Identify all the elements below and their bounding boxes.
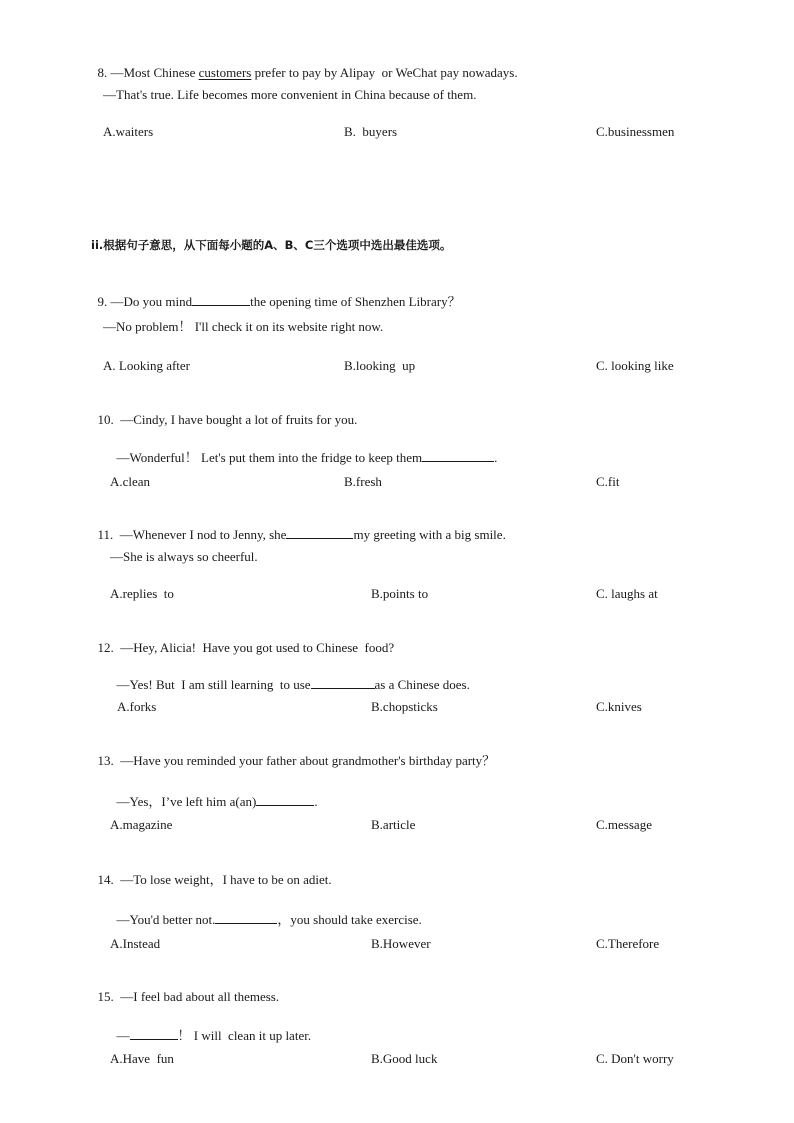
option-c[interactable]: C.fit: [596, 474, 620, 489]
question-number: 8.: [97, 65, 108, 80]
option-a[interactable]: A.magazine: [110, 817, 173, 832]
question-9-response: —No problem！ I'll check it on its website right now.: [103, 319, 384, 334]
option-a[interactable]: A.replies to: [110, 586, 174, 601]
question-8-prompt: 8. —Most Chinese customers prefer to pay by Alipay or WeChat pay nowadays.: [97, 65, 518, 80]
answer-blank[interactable]: [286, 527, 353, 539]
option-c[interactable]: C.message: [596, 817, 652, 832]
answer-blank[interactable]: [311, 677, 375, 689]
answer-blank[interactable]: [192, 294, 250, 306]
option-a[interactable]: A.Instead: [110, 936, 161, 951]
option-b[interactable]: B.points to: [371, 586, 429, 601]
option-b[interactable]: B.Good luck: [371, 1051, 438, 1066]
question-12-prompt: 12. —Hey, Alicia! Have you got used to Chinese food?: [97, 640, 395, 655]
answer-blank[interactable]: [130, 1028, 178, 1040]
option-c[interactable]: C. Don't worry: [596, 1051, 674, 1066]
option-a[interactable]: A.waiters: [103, 124, 154, 139]
question-13-prompt: 13. —Have you reminded your father about grandmother's birthday party？: [97, 753, 496, 768]
option-c[interactable]: C. looking like: [596, 358, 674, 373]
question-11-prompt: 11. —Whenever I nod to Jenny, she my greeting with a big smile.: [97, 527, 506, 542]
option-c[interactable]: C.knives: [596, 699, 642, 714]
question-number: 14.: [97, 872, 114, 887]
question-13-response: —Yes，I’ve left him a(an) .: [116, 794, 318, 809]
question-number: 11.: [97, 527, 114, 542]
option-a[interactable]: A.forks: [117, 699, 157, 714]
option-c[interactable]: C.businessmen: [596, 124, 675, 139]
question-14-prompt: 14. —To lose weight，I have to be on adiet.: [97, 872, 332, 887]
question-9-prompt: 9. —Do you mind the opening time of Shenzhen Library？: [97, 294, 461, 309]
option-c[interactable]: C. laughs at: [596, 586, 658, 601]
question-15-prompt: 15. —I feel bad about all themess.: [97, 989, 280, 1004]
question-12-response: —Yes! But I am still learning to use as a Chinese does.: [116, 677, 470, 692]
answer-blank[interactable]: [215, 912, 277, 924]
option-b[interactable]: B.chopsticks: [371, 699, 438, 714]
question-number: 12.: [97, 640, 114, 655]
option-a[interactable]: A.clean: [110, 474, 151, 489]
option-b[interactable]: B.article: [371, 817, 416, 832]
option-a[interactable]: A.Have fun: [110, 1051, 174, 1066]
option-c[interactable]: C.Therefore: [596, 936, 660, 951]
option-b[interactable]: B. buyers: [344, 124, 398, 139]
question-8-response: —That's true. Life becomes more convenient in China because of them.: [103, 87, 477, 102]
question-15-response: — ！ I will clean it up later.: [116, 1028, 312, 1043]
question-10-prompt: 10. —Cindy, I have bought a lot of fruits for you.: [97, 412, 358, 427]
answer-blank[interactable]: [256, 794, 314, 806]
question-14-response: —You'd better not. ，you should take exercise.: [116, 912, 422, 927]
section-heading: ii.根据句子意思，从下面每小题的A、B、C三个选项中选出最佳选项。: [91, 238, 452, 252]
underlined-word: customers: [198, 65, 252, 80]
option-b[interactable]: B.However: [371, 936, 431, 951]
question-number: 15.: [97, 989, 114, 1004]
question-number: 13.: [97, 753, 114, 768]
option-b[interactable]: B.looking up: [344, 358, 416, 373]
answer-blank[interactable]: [422, 450, 494, 462]
question-number: 9.: [97, 294, 108, 309]
question-number: 10.: [97, 412, 114, 427]
question-11-response: —She is always so cheerful.: [110, 549, 258, 564]
question-10-response: —Wonderful！ Let's put them into the fridge to keep them .: [116, 450, 498, 465]
option-a[interactable]: A. Looking after: [103, 358, 191, 373]
option-b[interactable]: B.fresh: [344, 474, 382, 489]
